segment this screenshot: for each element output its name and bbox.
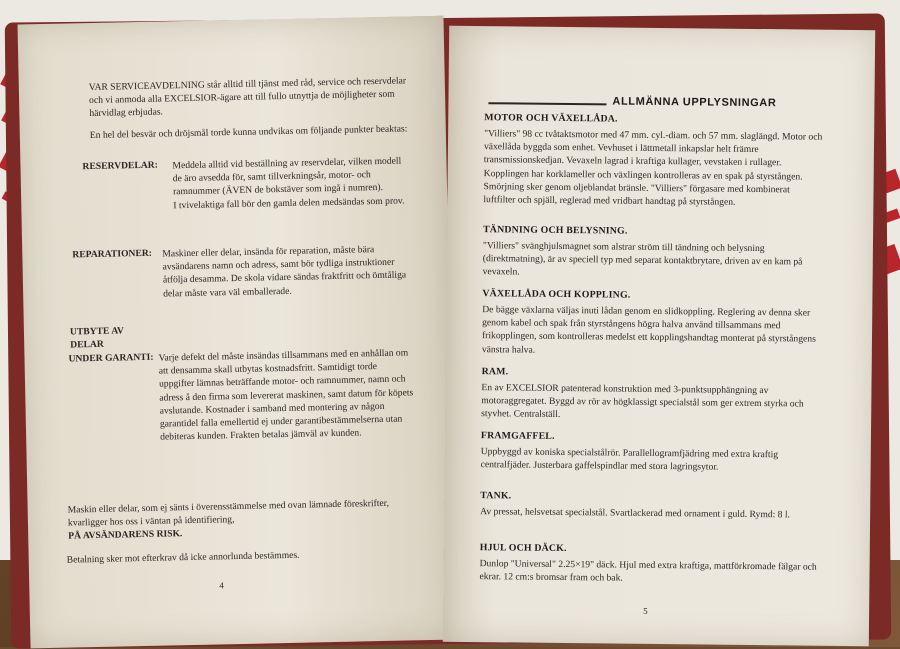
utbyte-label-1: UTBYTE AV [69,325,125,338]
section-title: HJUL OCH DÄCK. [479,542,567,555]
page-heading: ALLMÄNNA UPPLYSNINGAR [612,95,777,110]
section-title: VÄXELLÅDA OCH KOPPLING. [482,288,631,301]
page-right [443,26,875,646]
section-title: RAM. [481,366,509,378]
utbyte-label-2: DELAR [70,338,104,351]
reparationer-label: REPARATIONER: [72,247,153,261]
page-number-left: 4 [219,580,224,591]
section-text: "Villiers" svänghjulsmagnet som alstrar ström till tändning och belysning (direktmatning), är av speciell typ med separat kontaktbrytare, driven av en kam på vevaxeln. [482,240,803,278]
reservdelar-text: Meddela alltid vid beställning av reservdelar, vilken modell de äro avsedda för, samt tillverkningsår, motor- och ramnummer (ÄVEN de bokstäver som ingå i numren). I tvivelaktiga fall bör den gamla delen medsändas som prov. [172,155,405,211]
utbyte-text: Varje defekt del måste insändas tillsammans med en anhållan om att densamma skall utbytas kostnadsfritt. Samtidigt torde uppgifter lämnas beträffande motor- och ramnummer, namn och adress å den firma som levererat maskinen, samt datum för köpets avslutande. Kostnader i samband med montering av någon garantidel falla emellertid ej under garantibestämmelserna utan debiteras kunden. Frakten betalas jämväl av kunden. [158,347,414,443]
section-text: Av pressat, helsvetsat specialstål. Svartlackerad med ornament i guld. Rymd: 8 l. [480,506,791,521]
service-intro-2: En hel del besvär och dröjsmål torde kunna undvikas om följande punkter beaktas: [89,123,408,142]
page-left [18,16,457,649]
section-text: "Villiers" 98 cc tvåtaktsmotor med 47 mm. cyl.-diam. och 57 mm. slaglängd. Motor och växellåda byggda som enhet. Vevhuset i lättmetall inkapslar helt främre transmissionskedjan. Vevaxeln lagrad i kraftiga kullager, vevstaken i rullager. Kopplingen har korklameller och växlingen kontrolleras av en spak på styrstången. Smörjning sker genom oljeblandat bränsle. "Villiers" förgasare med kombinerat luftfilter och spjäll, reglerad med vridbart handtag på styrstången. [483,128,823,208]
utbyte-label-3: UNDER GARANTI: [68,351,154,365]
section-title: TÄNDNING OCH BELYSNING. [483,224,628,237]
section-text: Dunlop "Universal" 2.25×19" däck. Hjul med extra kraftiga, mattförkromade fälgar och ekrar. 12 cm:s bromsar fram och bak. [479,558,817,584]
service-intro: VAR SERVICEAVDELNING står alltid till tjänst med råd, service och reservdelar och vi anmoda alla EXCELSIOR-ägare att till fullo utnyttja de möjligheter som härvidlag erbjudas. [88,75,407,120]
betalning-text: Betalning sker mot efterkrav då icke annorlunda bestämmes. [66,549,300,566]
reparationer-text: Maskiner eller delar, insända för reparation, måste bära avsändarens namn och adress, samt bör tydliga instruktioner åtfölja desamma. De skola vidare sändas fraktfritt och ömtåliga delar måste vara väl emballerade. [162,244,407,300]
section-text: Uppbyggd av koniska specialstålrör. Parallellogramfjädring med extra kraftig centralfjäder. Justerbara gaffelspindlar med stora lagringsytor. [480,446,779,473]
section-title: MOTOR OCH VÄXELLÅDA. [484,112,618,125]
heading-rule [488,102,606,105]
section-text: De bägge växlarna väljas inuti lådan genom en slidkoppling. Reglering av denna sker genom kabel och spak från styrstångens högra halva använd tillsammans med frikopplingen, som kontrolleras medelst ett kopplingshandtag monterat på styrstångens vänstra halva. [481,304,816,356]
reservdelar-label: RESERVDELAR: [82,159,158,173]
section-title: TANK. [480,490,512,502]
section-title: FRAMGAFFEL. [480,430,555,442]
maskin-text: Maskin eller delar, som ej sänts i överensstämmelse med ovan lämnade föreskrifter, kvarligger hos oss i väntan på identifiering, PÅ AVSÄNDARENS RISK. [67,497,390,542]
section-text: En av EXCELSIOR patenterad konstruktion med 3-punktsupphängning av motoraggregatet. Byggd av rör av högklassigt specialstål som ger extrem styrka och styvhet. Centralställ. [481,382,804,421]
page-number-right: 5 [643,605,648,616]
